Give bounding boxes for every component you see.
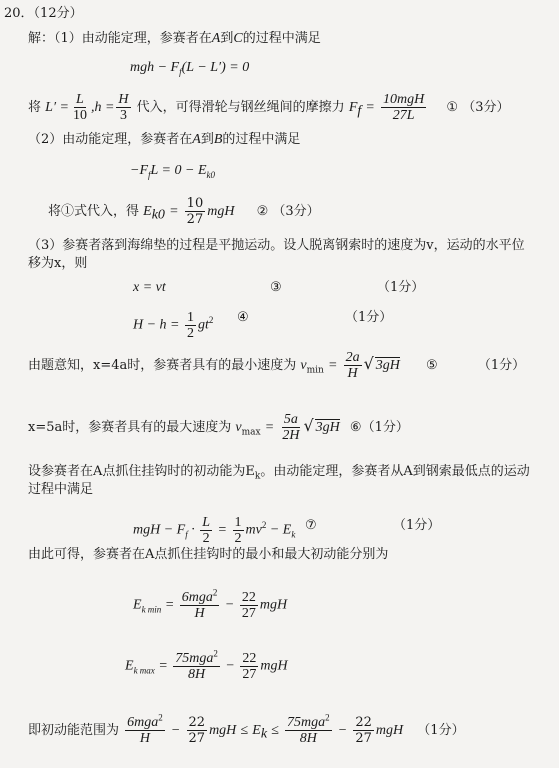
eq: F [348, 100, 358, 115]
eq: mgH − F [133, 522, 186, 538]
equation-tag: ⑦ [305, 518, 317, 533]
den: 27 [186, 212, 204, 227]
num: 22 [355, 715, 372, 730]
fraction [240, 590, 258, 621]
eq-sub: min [306, 365, 324, 376]
point-c: C [233, 31, 243, 46]
part2-intro [28, 132, 300, 148]
text: （3）参赛者落到海绵垫的过程是平抛运动。设人脱离钢索时的速度为v，运动的水平位 [28, 238, 525, 253]
text: 到 [220, 31, 234, 46]
text: 代入，可得滑轮与钢丝绳间的摩擦力 [136, 100, 345, 115]
eq-sub: f [179, 66, 182, 77]
eq: E [125, 658, 134, 674]
num: L [202, 515, 211, 530]
text: 将 [28, 100, 42, 115]
num: 22 [242, 651, 257, 666]
eq-sup: 2 [208, 315, 214, 326]
eq: = [327, 358, 338, 373]
eq: ≤ [240, 723, 249, 738]
part1-substitution [28, 92, 509, 123]
num: 22 [188, 715, 206, 730]
eq: = [169, 204, 179, 219]
text: 的过程中满足 [222, 132, 301, 147]
fraction [285, 712, 332, 746]
eq-sub: k max [133, 665, 155, 676]
equation-tag: ⑤ [426, 358, 438, 373]
den: 27 [355, 731, 372, 746]
num: 1 [234, 515, 242, 530]
text-sub: k [254, 471, 261, 482]
energy-range-line [28, 712, 465, 746]
num: H [118, 92, 129, 107]
eq-sub: f [185, 529, 188, 540]
num: 10mgH [383, 92, 425, 107]
text: （2）由动能定理，参赛者在 [28, 132, 193, 147]
eq: H − h = [133, 317, 180, 333]
num: 10 [186, 196, 204, 211]
den: 2H [282, 428, 300, 443]
equation-tag: ① [446, 100, 459, 115]
num: 6mga [181, 590, 213, 605]
points: （1分） [377, 280, 425, 295]
point-a: A [192, 132, 201, 147]
eq: v [300, 358, 307, 373]
text: 的过程中满足 [242, 31, 321, 46]
fraction [187, 715, 208, 746]
points: （3分） [272, 204, 320, 219]
equation-tag: ② [256, 204, 269, 219]
text: 到 [200, 132, 214, 147]
eq: · [191, 522, 195, 538]
eq-sub: max [241, 427, 261, 438]
tag-4 [237, 310, 249, 326]
den: 8H [299, 731, 317, 746]
points: （1分） [393, 518, 441, 533]
num: 1 [187, 310, 195, 325]
text: 由此可得，参赛者在A点抓住挂钩时的最小和最大初动能分别为 [28, 547, 389, 562]
part4-result [28, 547, 388, 563]
eq-sup: 2 [213, 648, 218, 659]
den: H [139, 731, 151, 746]
part2-result [48, 196, 320, 227]
eq: mv [245, 522, 262, 538]
eq: − [170, 723, 181, 738]
fraction [185, 196, 206, 227]
points-7 [393, 518, 440, 534]
tag-7 [305, 518, 317, 534]
eq-sub: k [260, 726, 268, 742]
den: 2 [234, 531, 242, 546]
eq: x = vt [133, 280, 166, 295]
sqrt-arg: 3gH [315, 420, 340, 435]
min-speed-line: 由题意知，x=4a时，参赛者具有的最小速度为 $v_{min}$ = $\frac{2a}{H}$ √ 3gH ⑤ （1分） [28, 350, 526, 381]
den: 3 [119, 108, 127, 123]
num: 5a [283, 412, 298, 427]
text: 设参赛者在A点抓住挂钩时的初动能为E [28, 464, 255, 479]
fraction [200, 515, 212, 546]
equation-tag: ⑥ [349, 420, 362, 435]
den: 10 [72, 108, 87, 123]
den: 27L [392, 108, 415, 123]
num: 75mga [175, 651, 214, 666]
text: 由题意知，x=4a时，参赛者具有的最小速度为 [28, 358, 297, 373]
eq-sup: 2 [158, 712, 163, 723]
friction-fraction [381, 92, 426, 123]
num: 2a [345, 350, 360, 365]
eq: − E [269, 522, 292, 538]
tag-3 [270, 280, 282, 296]
eq: E [252, 723, 261, 738]
points: （3分） [462, 100, 510, 115]
eq-sup: 2 [212, 587, 218, 598]
text: 即初动能范围为 [28, 723, 120, 738]
fraction [180, 587, 220, 621]
eq-sub: k [291, 529, 296, 540]
eq: mgH [259, 597, 288, 613]
den: 2 [187, 326, 195, 341]
den: 2 [202, 531, 210, 546]
fraction [116, 92, 130, 123]
text: 将①式代入，得 [48, 204, 140, 219]
num: 75mga [287, 715, 326, 730]
eq-sub: f [148, 169, 151, 180]
equation-7 [133, 515, 295, 546]
equation-3 [133, 280, 166, 296]
points-4 [345, 310, 392, 326]
points: （1分） [477, 358, 526, 373]
eq: −F [130, 163, 148, 178]
eq: − [225, 658, 235, 674]
eq: = [264, 420, 275, 435]
problem-score: （12分） [33, 6, 83, 21]
eq: v [235, 420, 242, 435]
fraction [125, 712, 165, 746]
eq: = [158, 658, 168, 674]
eq: mgh − F [130, 60, 180, 75]
part3-intro [28, 238, 525, 254]
eq: (L − L′) = 0 [181, 60, 250, 75]
fraction [280, 412, 301, 443]
fraction [344, 350, 362, 381]
eq: = [365, 100, 375, 115]
problem-header [4, 6, 83, 22]
equation-4 [133, 310, 213, 341]
fraction [240, 651, 258, 682]
points: （1分） [345, 310, 393, 325]
eq-sub: k0 [151, 207, 165, 223]
eq: L = 0 − E [150, 163, 207, 178]
ek-min-equation [133, 587, 288, 621]
eq: E [133, 597, 142, 613]
fraction [71, 92, 89, 123]
den: 27 [241, 606, 256, 621]
equation-part1 [130, 60, 249, 76]
eq: E [143, 204, 152, 219]
points: （1分） [361, 420, 409, 435]
fraction [173, 648, 220, 682]
eq-sub: k0 [206, 169, 215, 180]
den: 8H [188, 667, 206, 682]
eq-sup: 2 [261, 520, 267, 531]
eq-sub: k min [141, 604, 162, 615]
num: 22 [241, 590, 256, 605]
eq: = [217, 522, 227, 538]
num: 6mga [127, 715, 159, 730]
fraction [233, 515, 244, 546]
eq: mgH [260, 658, 288, 674]
text: x=5a时，参赛者具有的最大速度为 [28, 420, 232, 435]
ek-max-equation [125, 648, 288, 682]
eq: mgH [375, 723, 404, 738]
eq: ≤ [271, 723, 279, 738]
eq: mgH [209, 723, 237, 738]
num: L [76, 92, 84, 107]
fraction [353, 715, 374, 746]
part1-intro [28, 31, 321, 47]
problem-number: 20． [4, 6, 34, 21]
eq-sup: 2 [325, 712, 330, 723]
points: （1分） [417, 723, 465, 738]
eq: mgH [207, 204, 235, 219]
point-a: A [211, 31, 221, 46]
part4-intro-2 [28, 482, 93, 498]
eq: = [164, 597, 175, 613]
text: 解：（1）由动能定理，参赛者在 [28, 31, 212, 46]
text: 移为x，则 [28, 256, 88, 271]
eq: gt [198, 317, 209, 333]
eq: L′ = [45, 100, 69, 115]
equation-tag: ③ [270, 280, 282, 295]
eq: − [337, 723, 348, 738]
points-3 [377, 280, 424, 296]
text: 。由动能定理，参赛者从A到钢索最低点的运动 [260, 464, 530, 479]
eq: − [224, 597, 235, 613]
point-b: B [213, 132, 223, 147]
fraction [185, 310, 196, 341]
den: H [194, 606, 205, 621]
equation-tag: ④ [237, 310, 249, 325]
den: H [347, 366, 358, 381]
eq-sub: f [357, 103, 362, 119]
max-speed-line: x=5a时，参赛者具有的最大速度为 $v_{max}$ = $\frac{5a}{2H}$ √ 3gH ⑥（1分） [28, 412, 409, 443]
den: 27 [242, 667, 257, 682]
equation-part2 [130, 163, 215, 179]
text: 过程中满足 [28, 482, 94, 497]
part4-intro [28, 464, 530, 480]
den: 27 [188, 731, 206, 746]
eq: ,h = [90, 100, 115, 115]
part3-intro-2 [28, 256, 87, 272]
sqrt-arg: 3gH [375, 358, 400, 373]
